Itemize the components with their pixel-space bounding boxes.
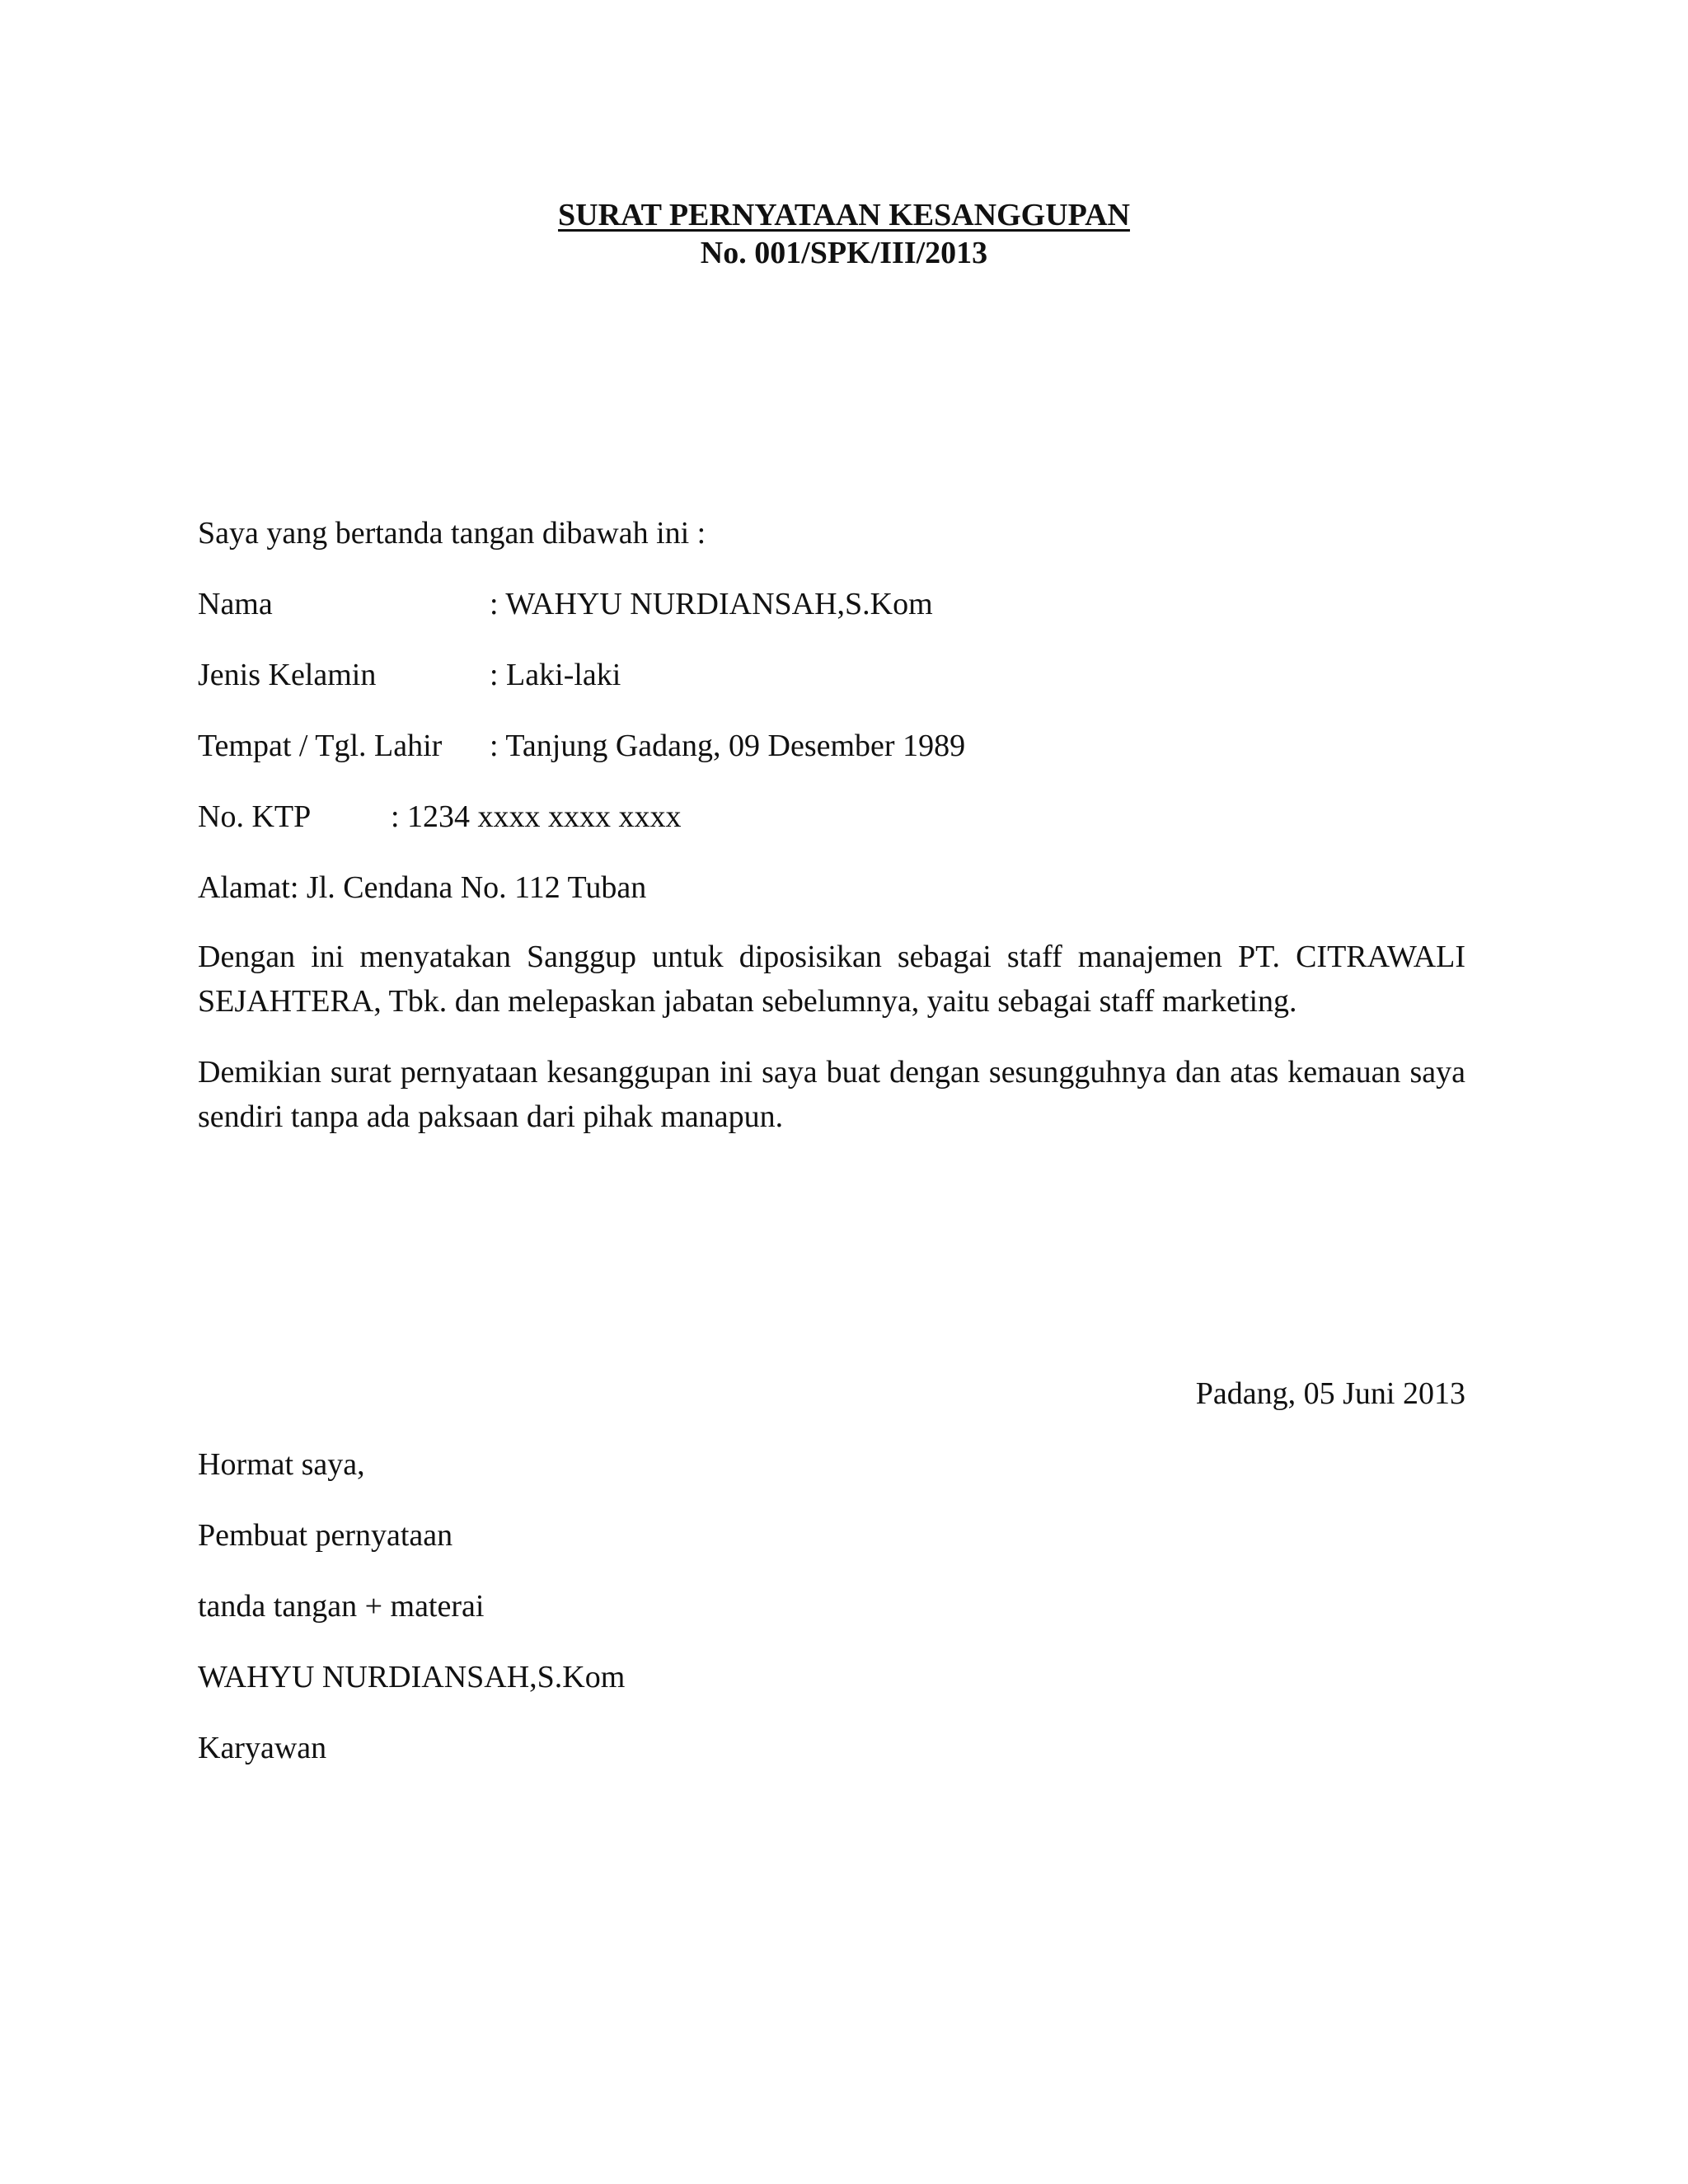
field-label-nama: Nama bbox=[198, 587, 273, 621]
field-value-nama: : WAHYU NURDIANSAH,S.Kom bbox=[490, 587, 933, 621]
signature-placeholder: tanda tangan + materai bbox=[198, 1589, 485, 1624]
signer-name: WAHYU NURDIANSAH,S.Kom bbox=[198, 1660, 626, 1694]
field-value-ktp: : 1234 xxxx xxxx xxxx bbox=[391, 799, 682, 834]
intro-text: Saya yang bertanda tangan dibawah ini : bbox=[198, 516, 706, 551]
field-label-jenis-kelamin: Jenis Kelamin bbox=[198, 658, 377, 692]
field-value-jenis-kelamin: : Laki-laki bbox=[490, 658, 621, 692]
signer-position: Karyawan bbox=[198, 1731, 327, 1765]
document-number: No. 001/SPK/III/2013 bbox=[700, 236, 988, 270]
field-value-ttl: : Tanjung Gadang, 09 Desember 1989 bbox=[490, 729, 966, 763]
signer-role-label: Pembuat pernyataan bbox=[198, 1518, 453, 1553]
document-title bbox=[0, 196, 1688, 234]
place-date: Padang, 05 Juni 2013 bbox=[1195, 1376, 1465, 1411]
statement-paragraph: Dengan ini menyatakan Sanggup untuk diposisikan sebagai staff manajemen PT. CITRAWALI SEJAHTERA, Tbk. dan melepaskan jabatan sebelumnya, yaitu sebagai staff marketing. bbox=[198, 940, 1465, 1019]
closing-paragraph: Demikian surat pernyataan kesanggupan ini saya buat dengan sesungguhnya dan atas kemauan saya sendiri tanpa ada paksaan dari pihak manapun. bbox=[198, 1055, 1465, 1134]
field-label-ttl: Tempat / Tgl. Lahir bbox=[198, 729, 443, 763]
field-alamat: Alamat: Jl. Cendana No. 112 Tuban bbox=[198, 870, 647, 905]
field-label-ktp: No. KTP bbox=[198, 799, 312, 834]
greeting: Hormat saya, bbox=[198, 1447, 365, 1482]
document-title-text: SURAT PERNYATAAN KESANGGUPAN bbox=[558, 198, 1130, 232]
